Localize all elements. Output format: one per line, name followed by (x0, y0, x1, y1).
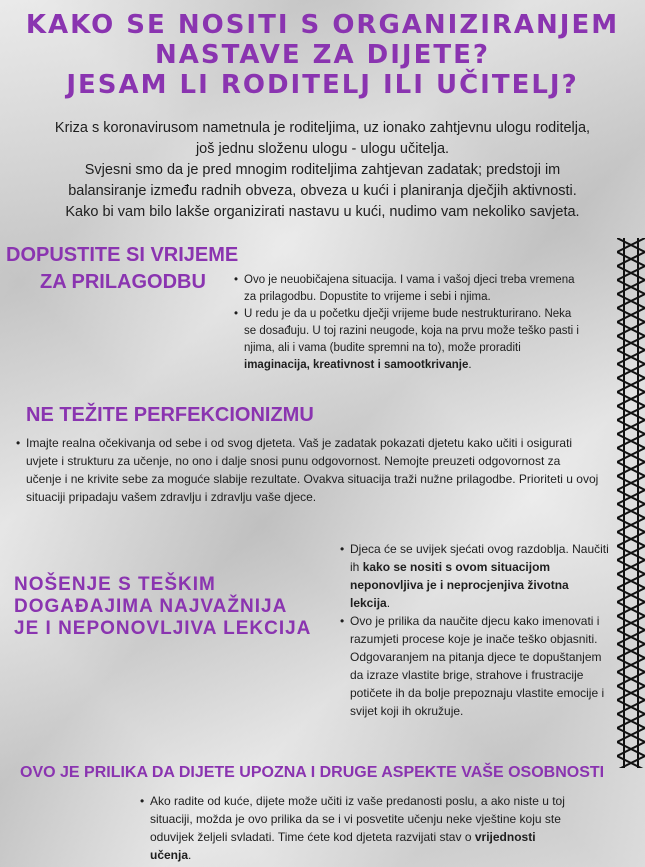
section1-body (232, 272, 584, 374)
section4-heading: OVO JE PRILIKA DA DIJETE UPOZNA I DRUGE ASPEKTE VAŠE OSOBNOSTI (20, 764, 605, 781)
intro-line-2: još jednu složenu ulogu - ulogu učitelja. (195, 141, 450, 157)
section2-body (14, 434, 599, 506)
list-item: • Djeca će se uvijek sjećati ovog razdoblja. Naučiti ih kako se nositi s ovom situacijom neponovljiva je i neprocjenjiva životna lekcija. (350, 540, 610, 612)
emphasis-text: imaginacija, kreativnost i samootkrivanje (244, 359, 469, 371)
list-item: • Ako radite od kuće, dijete može učiti iz vaše predanosti poslu, a ako niste u toj situaciji, možda je ovo prilika da se i vi posvetite učenju neke vještine koju ste oduvijek željeli svladati. Time ćete kod djeteta razvijati stav o vrijednosti učenja. (150, 792, 578, 864)
intro-line-1: Kriza s koronavirusom nametnula je roditeljima, uz ionako zahtjevnu ulogu roditelja, (54, 120, 591, 136)
title-line-3: JESAM LI RODITELJ ILI UČITELJ? (66, 70, 579, 100)
section3-heading-line-2: DOGAĐAJIMA NAJVAŽNIJA (14, 596, 288, 617)
section4-body (138, 792, 578, 864)
title-line-1: KAKO SE NOSITI S ORGANIZIRANJEM (25, 10, 620, 40)
emphasis-text: kako se nositi s ovom situacijom neponovljiva je i neprocjenjiva životna lekcija (350, 560, 569, 610)
list-item: • U redu je da u početku dječji vrijeme bude nestrukturirano. Neka se dosađuju. U toj razini neugode, koja na prvu može teško pasti i njima, ali i vama (budite spremni na to), može proraditi imaginacija, kreativnost i samootkrivanje. (244, 306, 584, 374)
emphasis-text: vrijednosti učenja (150, 830, 536, 862)
section1-heading-line-2: ZA PRILAGODBU (40, 271, 206, 293)
page-title (0, 10, 645, 100)
list-item: • Imajte realna očekivanja od sebe i od svog djeteta. Vaš je zadatak pokazati djetetu kako učiti i osigurati uvjete i strukturu za učenje, no ono i dalje snosi punu odgovornost. Nemojte preuzeti odgovornost za učenje i ne krivite sebe za moguće slabije rezultate. Ovakva situacija traži nužne prilagodbe. Prioriteti u ovoj situaciji pripadaju vašem zdravlju i zdravlju vaše djece. (26, 434, 599, 506)
intro-line-5: Kako bi vam bilo lakše organizirati nastavu u kući, nudimo vam nekoliko savjeta. (65, 204, 580, 220)
section3-body (338, 540, 610, 720)
section2-heading: NE TEŽITE PERFEKCIONIZMU (26, 404, 314, 426)
intro-paragraph (0, 118, 645, 223)
section1-heading-line-1: DOPUSTITE SI VRIJEME (6, 244, 239, 266)
title-line-2: NASTAVE ZA DIJETE? (155, 40, 490, 70)
list-item: • Ovo je neuobičajena situacija. I vama i vašoj djeci treba vremena za prilagodbu. Dopustite to vrijeme i sebi i njima. (244, 272, 584, 306)
intro-line-4: balansiranje između radnih obveza, obveza u kući i planiranja dječjih aktivnosti. (68, 183, 577, 199)
section3-heading-line-1: NOŠENJE S TEŠKIM (14, 574, 216, 595)
list-item: • Ovo je prilika da naučite djecu kako imenovati i razumjeti procese koje je inače teško objasniti. Odgovaranjem na pitanja djece te dopuštanjem da izraze vlastite brige, strahove i frustracije potičete ih da bolje prepoznaju vlastite emocije i svijet koji ih okružuje. (350, 612, 610, 720)
section3-heading-line-3: JE I NEPONOVLJIVA LEKCIJA (14, 618, 312, 639)
intro-line-3: Svjesni smo da je pred mnogim roditeljima zahtjevan zadatak; predstoji im (84, 162, 561, 178)
section3-heading (14, 574, 334, 640)
zigzag-decoration-icon (617, 238, 645, 768)
section1-heading (6, 242, 266, 296)
